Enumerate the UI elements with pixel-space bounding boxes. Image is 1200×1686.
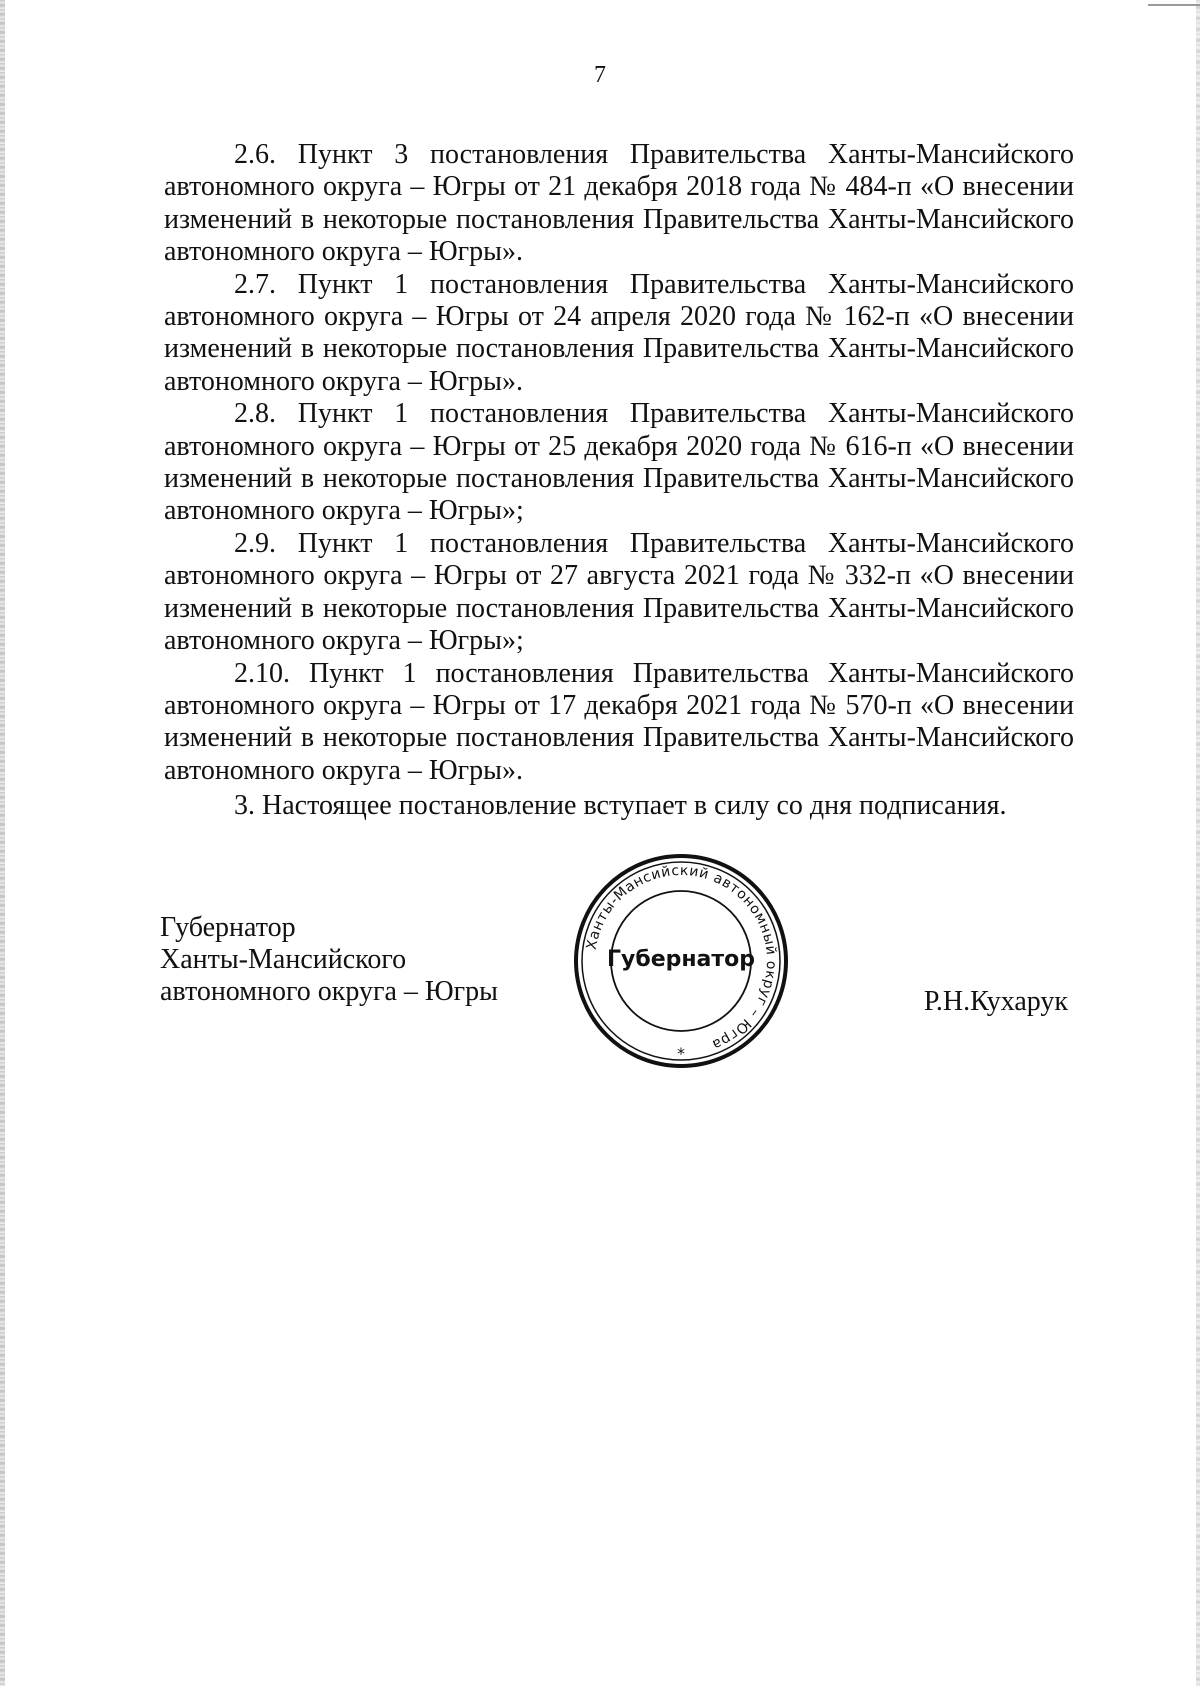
scan-corner-mark xyxy=(1148,0,1200,6)
paragraph-2-8: 2.8. Пункт 1 постановления Правительства Ханты-Мансийского автономного округа – Югры от 25 декабря 2020 года № 616-п «О внесении изменений в некоторые постановления Правительства Ханты-Мансийского автономного округа – Югры»; xyxy=(164,398,1074,527)
document-body xyxy=(164,139,1074,823)
scan-edge-left xyxy=(0,0,5,1686)
signer-name: Р.Н.Кухарук xyxy=(923,986,1068,1017)
official-seal xyxy=(573,853,789,1069)
page-number: 7 xyxy=(594,62,606,88)
seal-star: * xyxy=(677,1044,685,1063)
signer-position-line: Ханты-Мансийского xyxy=(160,944,407,975)
paragraph-3: 3. Настоящее постановление вступает в силу со дня подписания. xyxy=(234,790,1007,822)
signer-position-line: Губернатор xyxy=(160,912,296,943)
paragraph-2-7: 2.7. Пункт 1 постановления Правительства Ханты-Мансийского автономного округа – Югры от 24 апреля 2020 года № 162-п «О внесении изменений в некоторые постановления Правительства Ханты-Мансийского автономного округа – Югры». xyxy=(164,268,1074,397)
seal-center-text: Губернатор xyxy=(606,947,756,972)
paragraph-2-9: 2.9. Пункт 1 постановления Правительства Ханты-Мансийского автономного округа – Югры от 27 августа 2021 года № 332-п «О внесении изменений в некоторые постановления Правительства Ханты-Мансийского автономного округа – Югры»; xyxy=(164,527,1074,657)
signer-position xyxy=(160,912,498,1008)
paragraph-2-10: 2.10. Пункт 1 постановления Правительства Ханты-Мансийского автономного округа – Югры от 17 декабря 2021 года № 570-п «О внесении изменений в некоторые постановления Правительства Ханты-Мансийского автономного округа – Югры». xyxy=(164,657,1074,786)
seal-ring-text: Ханты-Мансийский автономный округ – Югра xyxy=(583,862,780,1053)
signer-position-line: автономного округа – Югры xyxy=(160,976,498,1007)
paragraph-2-6: 2.6. Пункт 3 постановления Правительства Ханты-Мансийского автономного округа – Югры от 21 декабря 2018 года № 484-п «О внесении изменений в некоторые постановления Правительства Ханты-Мансийского автономного округа – Югры». xyxy=(164,139,1074,268)
scan-edge-right xyxy=(1196,0,1200,1686)
